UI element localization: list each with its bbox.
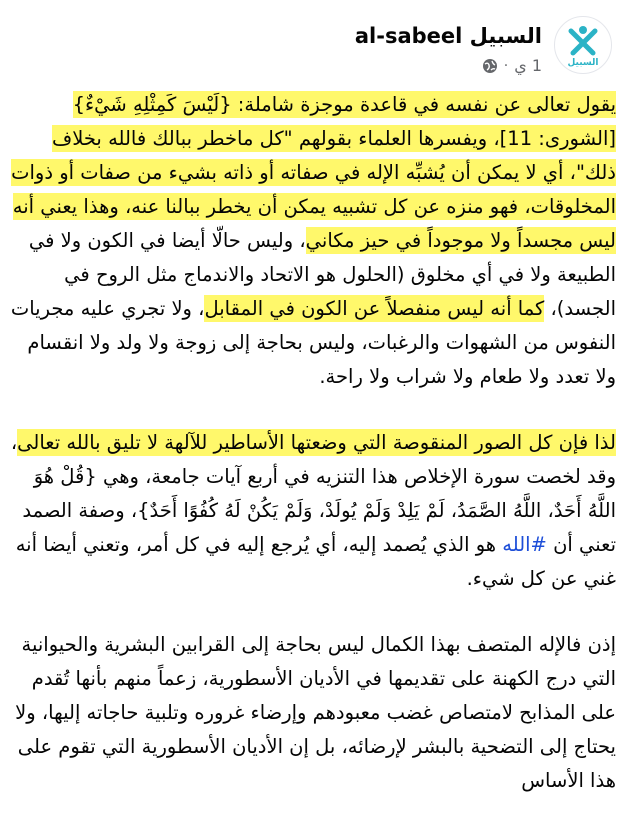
post-meta xyxy=(482,56,542,75)
post-paragraph-2 xyxy=(8,426,616,596)
page-avatar[interactable] xyxy=(554,16,612,74)
globe-icon[interactable] xyxy=(482,58,498,74)
highlighted-text: كما أنه ليس منفصلاً عن الكون في المقابل xyxy=(204,297,545,320)
post-text: ، وليس حالّا أيضا في الكون ولا في الطبيعة ولا في أي مخلوق (الحلول هو الاتحاد والاندماج مثل الروح في الجسد)، xyxy=(28,229,616,320)
post-paragraph-3 xyxy=(8,628,616,798)
post-header xyxy=(0,12,626,84)
sabeel-logo-icon xyxy=(555,17,611,73)
meta-separator: · xyxy=(503,57,509,74)
highlighted-text: يقول تعالى عن نفسه في قاعدة موجزة شاملة: {لَيْسَ كَمِثْلِهِ شَيْءٌ} [الشورى: 11]، ويفسرها العلماء بقولهم "كل ماخطر ببالك فالله بخلاف ذلك"، أي لا يمكن أن يُشبِّه الإله في صفاته أو ذاته بشيء من صفات أو ذوات المخلوقات، فهو منزه عن كل تشبيه يمكن أن يخطر ببالنا عنه، وهذا يعني أنه ليس مجسداً ولا موجوداً في حيز مكاني xyxy=(11,93,616,252)
highlighted-text: لذا فإن كل الصور المنقوصة التي وضعتها الأساطير للآلهة لا تليق بالله تعالى xyxy=(17,431,616,454)
post-text: ، وقد لخصت سورة الإخلاص هذا التنزيه في أربع آيات جامعة، وهي {قُلْ هُوَ اللَّهُ أَحَدٌ، اللَّهُ الصَّمَدُ، لَمْ يَلِدْ وَلَمْ يُولَدْ، وَلَمْ يَكُنْ لَهُ كُفُوًا أَحَدٌ}، وصفة الصمد تعني أن xyxy=(10,431,616,556)
post-text: هو الذي يُصمد إليه، أي يُرجع إليه في كل أمر، وتعني أيضا أنه غني عن كل شيء. xyxy=(15,533,616,590)
post-body xyxy=(8,88,616,830)
post-text: ، ولا تجري عليه مجريات النفوس من الشهوات والرغبات، وليس بحاجة إلى زوجة ولا ولد ولا انقسام ولا تعدد ولا طعام ولا شراب ولا راحة. xyxy=(10,297,616,388)
post-paragraph-1 xyxy=(8,88,616,394)
post-text: إذن فالإله المتصف بهذا الكمال ليس بحاجة إلى القرابين البشرية والحيوانية التي درج الكهنة على تقديمها في الأديان الأسطورية، زعماً منهم بأنها تُقدم على المذابح لامتصاص غضب معبودهم وإرضاء غروره وتلبية حاجاته إليها، ولا يحتاج إلى التضحية بالبشر لإرضائه، بل إن الأديان الأسطورية التي تقوم على هذا الأساس xyxy=(15,633,616,792)
avatar-logo-text: السبيل xyxy=(567,58,599,68)
hashtag-link[interactable]: #الله xyxy=(502,533,547,556)
page-name[interactable]: al-sabeel السبيل xyxy=(354,24,542,48)
post-time[interactable]: 1 ي xyxy=(514,56,542,75)
